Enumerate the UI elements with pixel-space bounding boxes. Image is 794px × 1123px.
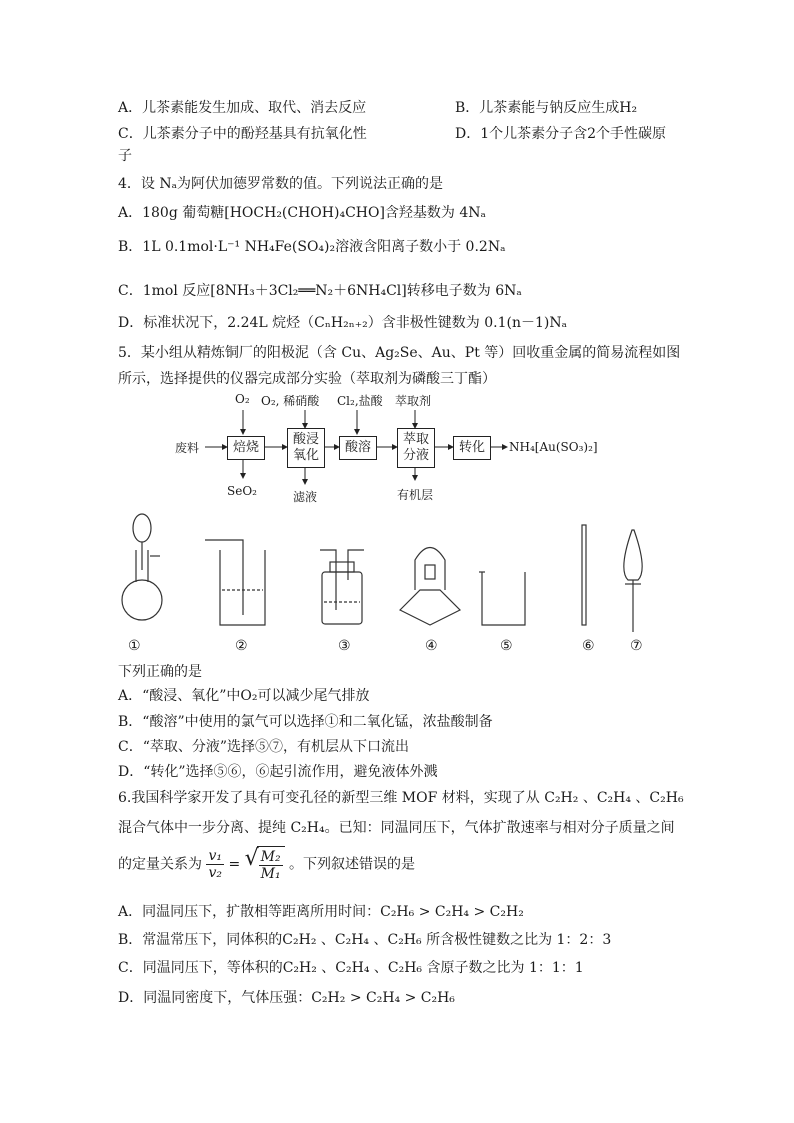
apparatus-label-2: ②: [235, 638, 248, 654]
q4-option-c: C．1mol 反应[8NH₃＋3Cl₂══N₂＋6NH₄Cl]转移电子数为 6Nₐ: [118, 283, 522, 299]
leach-oxidize-box: [287, 428, 325, 468]
gas-washing-bottle-icon: [320, 550, 364, 624]
output-filtrate: 滤液: [293, 490, 318, 504]
v1: v₁: [208, 848, 222, 864]
alcohol-lamp-icon: [400, 548, 460, 626]
apparatus-label-7: ⑦: [630, 638, 643, 654]
q6-stem-line3: [118, 846, 415, 883]
q3-option-c: C．儿茶素分子中的酚羟基具有抗氧化性: [118, 126, 367, 142]
oxidize-label: 氧化: [292, 448, 319, 463]
feed-label: 废料: [175, 441, 200, 455]
q6-formula-suffix: 。下列叙述错误的是: [289, 856, 416, 873]
product-label: NH₄[Au(SO₃)₂]: [509, 440, 598, 454]
apparatus-drawings: [110, 510, 680, 640]
equals-sign: =: [228, 856, 241, 873]
beaker-with-tube-icon: [205, 540, 265, 625]
apparatus-label-1: ①: [128, 638, 141, 654]
apparatus-row: [110, 510, 680, 660]
apparatus-label-6: ⑥: [582, 638, 595, 654]
separatory-funnel-icon: [624, 530, 642, 632]
leach-label: 酸浸: [292, 432, 319, 447]
q6-option-a: A．同温同压下，扩散相等距离所用时间：C₂H₆ > C₂H₄ > C₂H₂: [118, 904, 524, 920]
q4-option-b: B．1L 0.1mol·L⁻¹ NH₄Fe(SO₄)₂溶液含阳离子数小于 0.2Nₐ: [118, 239, 506, 255]
convert-box: 转化: [453, 436, 491, 460]
q6-stem-line1: 6.我国科学家开发了具有可变孔径的新型三维 MOF 材料，实现了从 C₂H₂ 、C₂H₄ 、C₂H₆: [118, 790, 684, 806]
input-cl2-hcl: Cl₂,盐酸: [337, 394, 383, 408]
q6-option-c: C．同温同压下，等体积的C₂H₂ 、C₂H₄ 、C₂H₆ 含原子数之比为 1：1：1: [118, 960, 584, 976]
q6-formula-prefix: 的定量关系为: [118, 856, 202, 873]
m2: √ M₂: [260, 848, 281, 865]
input-o2-hno3: O₂, 稀硝酸: [261, 394, 320, 408]
q5-option-b: B．“酸溶”中使用的氯气可以选择①和二氧化锰，浓盐酸制备: [118, 714, 493, 730]
q5-option-d: D．“转化”选择⑤⑥，⑥起引流作用，避免液体外溅: [118, 764, 438, 780]
beaker-icon: [479, 572, 525, 625]
separate-label: 分液: [402, 448, 429, 463]
roast-box: 焙烧: [227, 436, 265, 460]
mass-ratio: [259, 849, 283, 882]
extract-separate-box: [397, 428, 435, 468]
glass-rod-icon: [582, 525, 586, 625]
flask-with-funnel-icon: [122, 514, 162, 620]
q5-stem-line2: 所示，选择提供的仪器完成部分实验（萃取剂为磷酸三丁酯）: [118, 371, 496, 387]
q6-stem-line2: 混合气体中一步分离、提纯 C₂H₄。已知：同温同压下，气体扩散速率与相对分子质量之间: [118, 820, 675, 836]
q5-option-c: C．“萃取、分液”选择⑤⑦，有机层从下口流出: [118, 739, 410, 755]
dissolve-box: 酸溶: [339, 436, 377, 460]
q4-option-a: A．180g 葡萄糖[HOCH₂(CHOH)₄CHO]含羟基数为 4Nₐ: [118, 205, 486, 221]
m1: M₁: [260, 865, 281, 882]
apparatus-label-4: ④: [425, 638, 438, 654]
q4-option-d: D．标准状况下，2.24L 烷烃（CₙH₂ₙ₊₂）含非极性键数为 0.1(n－1)Nₐ: [118, 315, 568, 331]
q3-option-d: D．1个儿茶素分子含2个手性碳原: [455, 126, 667, 142]
q5-stem-line1: 5．某小组从精炼铜厂的阳极泥（含 Cu、Ag₂Se、Au、Pt 等）回收重金属的简易流程如图: [118, 345, 681, 361]
output-seo2: SeO₂: [227, 484, 257, 498]
input-extractant: 萃取剂: [395, 394, 432, 408]
velocity-ratio: [206, 848, 224, 881]
input-o2: O₂: [235, 392, 250, 406]
v2: v₂: [208, 865, 222, 881]
q5-question: 下列正确的是: [118, 664, 202, 680]
apparatus-label-5: ⑤: [500, 638, 513, 654]
q3-option-b: B．儿茶素能与钠反应生成H₂: [455, 100, 638, 116]
q6-option-b: B．常温常压下，同体积的C₂H₂ 、C₂H₄ 、C₂H₆ 所含极性键数之比为 1：2：3: [118, 932, 612, 948]
q3-option-d-continuation: 子: [118, 148, 132, 164]
output-organic-layer: 有机层: [397, 488, 434, 502]
q3-option-a: A．儿茶素能发生加成、取代、消去反应: [118, 100, 367, 116]
q5-option-a: A．“酸浸、氧化”中O₂可以减少尾气排放: [118, 688, 370, 704]
q4-stem: 4．设 Nₐ为阿伏加德罗常数的值。下列说法正确的是: [118, 176, 444, 192]
apparatus-label-3: ③: [338, 638, 351, 654]
process-flow-diagram: [175, 392, 605, 504]
q6-option-d: D．同温同密度下，气体压强：C₂H₂ > C₂H₄ > C₂H₆: [118, 990, 455, 1006]
extract-label: 萃取: [402, 432, 429, 447]
sqrt-mass-ratio: [257, 846, 285, 883]
